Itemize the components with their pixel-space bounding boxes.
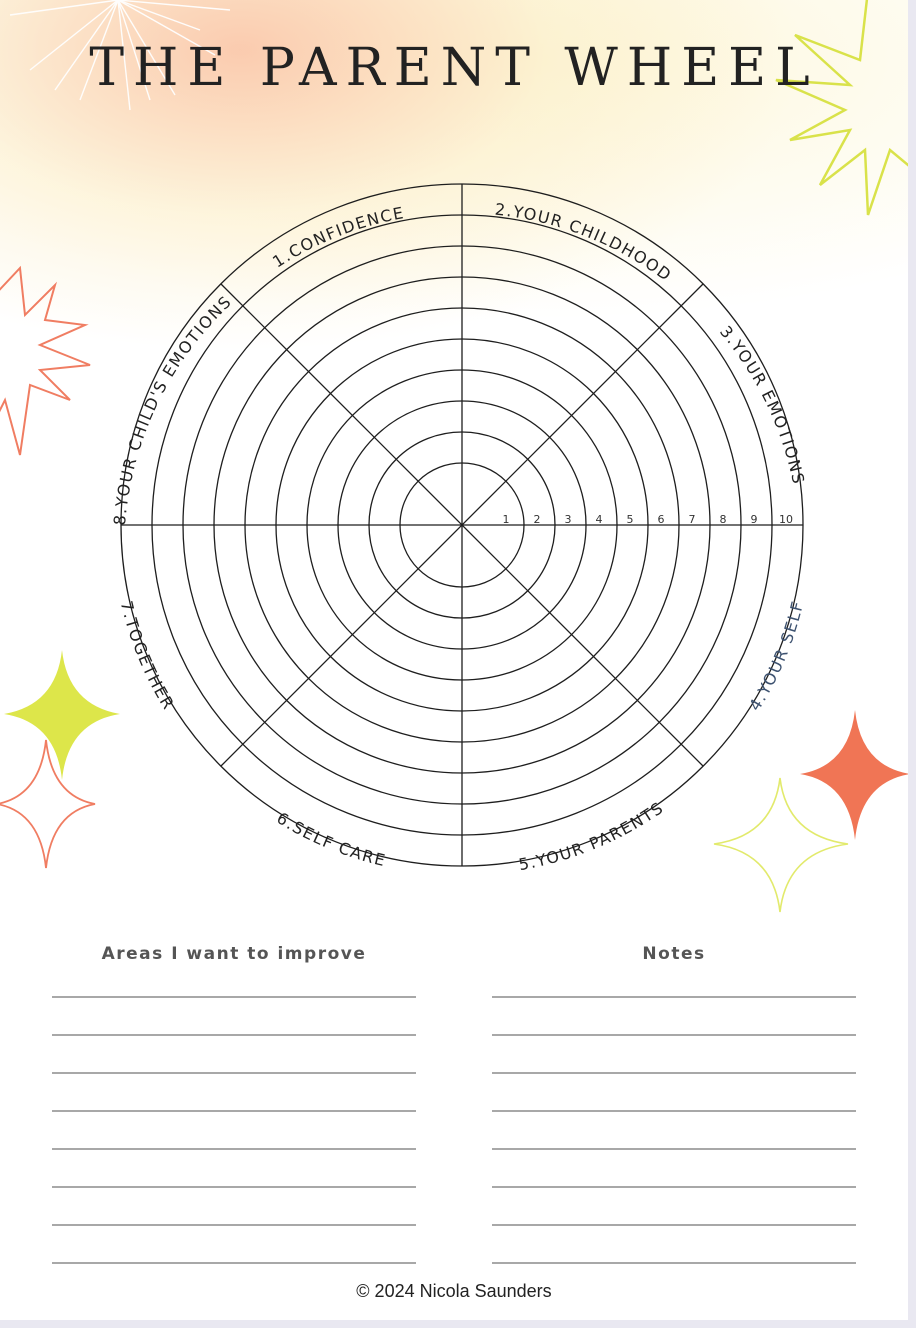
- writing-line[interactable]: [52, 1224, 416, 1226]
- scale-number: 2: [533, 513, 541, 526]
- scale-number: 6: [657, 513, 665, 526]
- segment-label-confidence: 1.CONFIDENCE: [269, 202, 407, 272]
- writing-line[interactable]: [52, 1034, 416, 1036]
- writing-line[interactable]: [492, 1110, 856, 1112]
- yellow-star-outline-icon: [776, 0, 908, 215]
- improve-heading: Areas I want to improve: [101, 944, 367, 964]
- scale-number: 10: [779, 513, 793, 526]
- yellow-sparkle-outline-icon: [714, 778, 848, 912]
- segment-label-self-care: 6.SELF CARE: [273, 808, 389, 871]
- scale-number: 4: [595, 513, 603, 526]
- writing-line[interactable]: [492, 996, 856, 998]
- notes-lines: [492, 996, 856, 1300]
- page-title: THE PARENT WHEEL: [89, 38, 819, 98]
- writing-line[interactable]: [492, 1148, 856, 1150]
- copyright-footer: © 2024 Nicola Saunders: [356, 1281, 552, 1301]
- segment-label-your-parents: 5.YOUR PARENTS: [517, 797, 668, 875]
- writing-line[interactable]: [52, 1186, 416, 1188]
- coral-star-outline-icon: [0, 268, 90, 455]
- wheel-spokes: [121, 184, 803, 866]
- writing-line[interactable]: [52, 1072, 416, 1074]
- segment-label-your-self: 4.YOUR SELF: [745, 598, 808, 715]
- segment-label-together: 7.TOGETHER: [116, 598, 179, 714]
- writing-line[interactable]: [52, 1262, 416, 1264]
- scale-number: 9: [750, 513, 758, 526]
- improve-lines: [52, 996, 416, 1300]
- scale-number: 5: [626, 513, 634, 526]
- coral-sparkle-icon: [800, 710, 908, 840]
- writing-line[interactable]: [492, 1262, 856, 1264]
- writing-line[interactable]: [492, 1072, 856, 1074]
- coral-sparkle-outline-icon: [0, 740, 95, 868]
- writing-line[interactable]: [492, 1224, 856, 1226]
- yellow-sparkle-icon: [4, 650, 120, 780]
- segment-label-your-childhood: 2.YOUR CHILDHOOD: [493, 199, 676, 286]
- writing-line[interactable]: [52, 1110, 416, 1112]
- scale-number: 3: [564, 513, 572, 526]
- scale-number: 8: [719, 513, 727, 526]
- scale-number: 1: [502, 513, 510, 526]
- writing-line[interactable]: [492, 1186, 856, 1188]
- notes-heading: Notes: [642, 944, 706, 964]
- segment-label-your-emotions: 3.YOUR EMOTIONS: [716, 322, 809, 487]
- scale-number: 7: [688, 513, 696, 526]
- segment-label-your-childs-emotions: 8.YOUR CHILD'S EMOTIONS: [109, 291, 236, 527]
- writing-line[interactable]: [492, 1034, 856, 1036]
- writing-line[interactable]: [52, 1148, 416, 1150]
- writing-line[interactable]: [52, 996, 416, 998]
